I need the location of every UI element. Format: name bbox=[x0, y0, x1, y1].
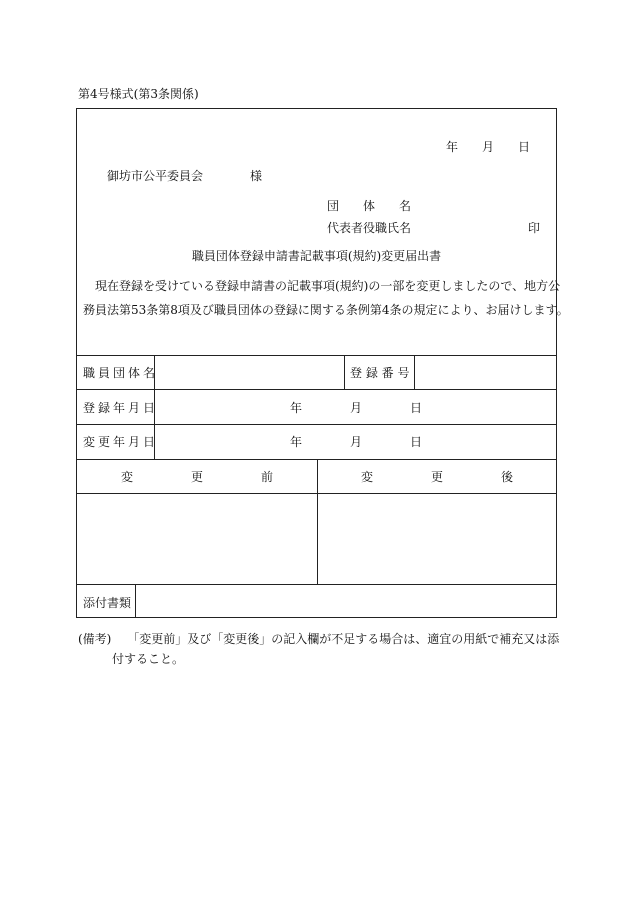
row-line-2 bbox=[77, 424, 556, 425]
change-date-year: 年 bbox=[290, 435, 303, 449]
attachments-divider bbox=[135, 584, 136, 618]
before-header-char1: 変 bbox=[121, 470, 134, 484]
remarks-prefix: (備考) bbox=[78, 632, 112, 646]
row-line-5 bbox=[77, 584, 556, 585]
before-header-char3: 前 bbox=[261, 470, 274, 484]
change-date-month: 月 bbox=[350, 435, 363, 449]
remarks bbox=[78, 629, 559, 669]
date-year: 年 bbox=[446, 140, 459, 154]
date-day: 日 bbox=[518, 140, 531, 154]
remarks-line1: 「変更前」及び「変更後」の記入欄が不足する場合は、適宜の用紙で補充又は添 bbox=[127, 632, 560, 646]
date-month: 月 bbox=[482, 140, 495, 154]
seal-mark: 印 bbox=[528, 221, 541, 235]
reg-number-divider-left bbox=[344, 355, 345, 389]
table-org-name-label: 職員団体名 bbox=[83, 366, 159, 380]
after-header-char2: 更 bbox=[431, 470, 444, 484]
document-title: 職員団体登録申請書記載事項(規約)変更届出書 bbox=[191, 249, 442, 263]
row-line-1 bbox=[77, 389, 556, 390]
reg-date-year: 年 bbox=[290, 401, 303, 415]
reg-date-day: 日 bbox=[410, 401, 423, 415]
table-top-line bbox=[77, 355, 556, 356]
before-header-char2: 更 bbox=[191, 470, 204, 484]
after-header-char1: 変 bbox=[361, 470, 374, 484]
change-date-day: 日 bbox=[410, 435, 423, 449]
reg-date-month: 月 bbox=[350, 401, 363, 415]
addressee: 御坊市公平委員会 bbox=[107, 169, 204, 183]
after-header-char3: 後 bbox=[501, 470, 514, 484]
reg-date-label: 登録年月日 bbox=[83, 401, 159, 415]
representative-label: 代表者役職氏名 bbox=[327, 221, 412, 235]
reg-number-label: 登 録 番 号 bbox=[350, 366, 410, 380]
before-after-divider bbox=[317, 459, 318, 584]
form-number-label: 第4号様式(第3条関係) bbox=[78, 87, 199, 101]
remarks-line2: 付すること。 bbox=[112, 652, 185, 666]
body-text-line2: 務員法第53条第8項及び職員団体の登録に関する条例第4条の規定により、お届けします。 bbox=[83, 303, 569, 317]
attachments-label: 添付書類 bbox=[83, 596, 132, 610]
reg-number-divider-right bbox=[414, 355, 415, 389]
form-frame bbox=[76, 108, 569, 618]
addressee-suffix: 様 bbox=[250, 169, 263, 183]
change-date-label: 変更年月日 bbox=[83, 435, 159, 449]
body-text-line1: 現在登録を受けている登録申請書の記載事項(規約)の一部を変更しましたので、地方公 bbox=[95, 279, 561, 293]
org-name-label: 団 体 名 bbox=[327, 199, 412, 213]
